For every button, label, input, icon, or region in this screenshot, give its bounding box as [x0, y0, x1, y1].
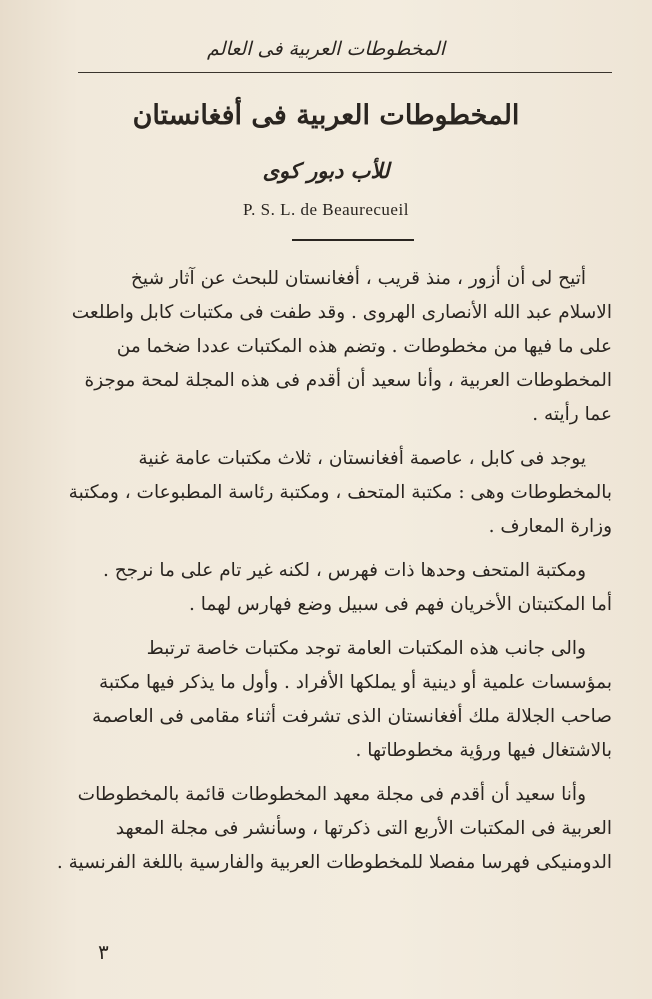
text-line: يوجد فى كابل ، عاصمة أفغانستان ، ثلاث مكتبات عامة غنية	[138, 448, 586, 469]
text-line: ومكتبة المتحف وحدها ذات فهرس ، لكنه غير تام على ما نرجح .	[102, 560, 586, 581]
paragraph	[56, 554, 612, 622]
paragraph	[56, 778, 612, 880]
author-latin: P. S. L. de Beaurecueil	[243, 200, 409, 219]
text-line: الدومنيكى فهرسا مفصلا للمخطوطات العربية والفارسية باللغة الفرنسية .	[56, 852, 612, 873]
author-arabic: للأب دبور كوى	[262, 158, 390, 183]
text-line: على ما فيها من مخطوطات . وتضم هذه المكتبات عددا ضخما من	[116, 336, 612, 357]
article-body	[56, 262, 612, 890]
text-line: بمؤسسات علمية أو دينية أو يملكها الأفراد . وأول ما يذكر فيها مكتبة	[98, 672, 612, 693]
article-title: المخطوطات العربية فى أفغانستان	[132, 100, 520, 131]
text-line: العربية فى المكتبات الأربع التى ذكرتها ، وسأنشر فى مجلة المعهد	[115, 818, 612, 839]
title-separator-rule	[292, 239, 414, 241]
text-line: بالمخطوطات وهى : مكتبة المتحف ، ومكتبة رئاسة المطبوعات ، ومكتبة	[68, 482, 612, 503]
text-line: صاحب الجلالة ملك أفغانستان الذى تشرفت أثناء مقامى فى العاصمة	[91, 706, 612, 727]
paragraph	[56, 632, 612, 768]
text-line: المخطوطات العربية ، وأنا سعيد أن أقدم فى هذه المجلة لمحة موجزة	[84, 370, 612, 391]
text-line: والى جانب هذه المكتبات العامة توجد مكتبات خاصة ترتبط	[146, 638, 586, 659]
text-line: عما رأيته .	[532, 404, 612, 425]
text-line: وأنا سعيد أن أقدم فى مجلة معهد المخطوطات قائمة بالمخطوطات	[77, 784, 586, 805]
running-head-rule	[78, 72, 612, 73]
text-line: وزارة المعارف .	[488, 516, 612, 537]
text-line: الاسلام عبد الله الأنصارى الهروى . وقد طفت فى مكتبات كابل واطلعت	[71, 302, 612, 323]
text-line: أتيح لى أن أزور ، منذ قريب ، أفغانستان للبحث عن آثار شيخ	[130, 268, 586, 289]
text-line: بالاشتغال فيها ورؤية مخطوطاتها .	[355, 740, 612, 761]
paragraph	[56, 262, 612, 432]
running-head: المخطوطات العربية فى العالم	[207, 38, 445, 60]
paragraph	[56, 442, 612, 544]
text-line: أما المكتبتان الأخريان فهم فى سبيل وضع فهارس لهما .	[189, 594, 612, 615]
page-number: ٣	[98, 940, 109, 964]
